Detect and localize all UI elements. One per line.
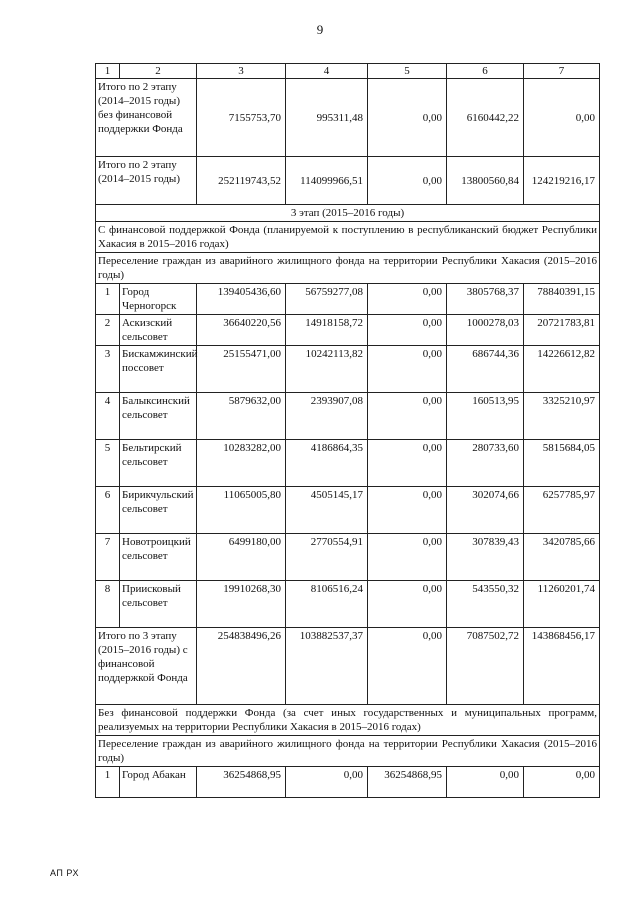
value-cell: 0,00 bbox=[447, 767, 524, 798]
page-number: 9 bbox=[316, 22, 324, 37]
value-cell: 2770554,91 bbox=[286, 534, 368, 581]
value-cell: 543550,32 bbox=[447, 581, 524, 628]
header-row bbox=[96, 64, 600, 79]
value-cell: 13800560,84 bbox=[447, 157, 524, 205]
without-support-title: Без финансовой поддержки Фонда (за счет иных государственных и муниципальных программ, реализуемых на территории Республики Хакасия в 2015–2016 годах) bbox=[96, 705, 600, 736]
value-cell: 10283282,00 bbox=[197, 440, 286, 487]
municipality-name: Новотроицкий сельсовет bbox=[120, 534, 197, 581]
municipality-name: Город Черногорск bbox=[120, 284, 197, 315]
municipality-name: Город Абакан bbox=[120, 767, 197, 798]
table-row bbox=[96, 767, 600, 798]
resettlement-title-2: Переселение граждан из аварийного жилищного фонда на территории Республики Хакасия (2015–2016 годы) bbox=[96, 736, 600, 767]
row-index: 8 bbox=[96, 581, 120, 628]
total-label: Итого по 2 этапу (2014–2015 годы) без финансовой поддержки Фонда bbox=[96, 79, 197, 157]
total-label: Итого по 3 этапу (2015–2016 годы) с финансовой поддержкой Фонда bbox=[96, 628, 197, 705]
value-cell: 36254868,95 bbox=[197, 767, 286, 798]
value-cell: 5815684,05 bbox=[524, 440, 600, 487]
value-cell: 302074,66 bbox=[447, 487, 524, 534]
value-cell: 0,00 bbox=[524, 767, 600, 798]
value-cell: 114099966,51 bbox=[286, 157, 368, 205]
value-cell: 0,00 bbox=[368, 581, 447, 628]
table-row bbox=[96, 534, 600, 581]
value-cell: 56759277,08 bbox=[286, 284, 368, 315]
value-cell: 0,00 bbox=[368, 487, 447, 534]
municipality-name: Бискамжинский поссовет bbox=[120, 346, 197, 393]
value-cell: 3420785,66 bbox=[524, 534, 600, 581]
program-table bbox=[95, 63, 600, 798]
value-cell: 3805768,37 bbox=[447, 284, 524, 315]
value-cell: 4505145,17 bbox=[286, 487, 368, 534]
table-row bbox=[96, 440, 600, 487]
value-cell: 20721783,81 bbox=[524, 315, 600, 346]
section-title-row bbox=[96, 222, 600, 253]
value-cell: 78840391,15 bbox=[524, 284, 600, 315]
value-cell: 19910268,30 bbox=[197, 581, 286, 628]
value-cell: 6257785,97 bbox=[524, 487, 600, 534]
row-index: 1 bbox=[96, 284, 120, 315]
header-cell: 1 bbox=[96, 64, 120, 79]
value-cell: 995311,48 bbox=[286, 79, 368, 157]
value-cell: 14226612,82 bbox=[524, 346, 600, 393]
value-cell: 0,00 bbox=[368, 393, 447, 440]
row-index: 7 bbox=[96, 534, 120, 581]
header-cell: 2 bbox=[120, 64, 197, 79]
total-label: Итого по 2 этапу (2014–2015 годы) bbox=[96, 157, 197, 205]
value-cell: 280733,60 bbox=[447, 440, 524, 487]
value-cell: 103882537,37 bbox=[286, 628, 368, 705]
value-cell: 10242113,82 bbox=[286, 346, 368, 393]
value-cell: 11260201,74 bbox=[524, 581, 600, 628]
value-cell: 36640220,56 bbox=[197, 315, 286, 346]
value-cell: 7155753,70 bbox=[197, 79, 286, 157]
value-cell: 0,00 bbox=[286, 767, 368, 798]
municipality-name: Бирикчульский сельсовет bbox=[120, 487, 197, 534]
value-cell: 0,00 bbox=[368, 534, 447, 581]
table-row bbox=[96, 487, 600, 534]
header-cell: 6 bbox=[447, 64, 524, 79]
value-cell: 14918158,72 bbox=[286, 315, 368, 346]
value-cell: 11065005,80 bbox=[197, 487, 286, 534]
header-cell: 5 bbox=[368, 64, 447, 79]
value-cell: 1000278,03 bbox=[447, 315, 524, 346]
value-cell: 0,00 bbox=[524, 79, 600, 157]
value-cell: 36254868,95 bbox=[368, 767, 447, 798]
stage3-title: 3 этап (2015–2016 годы) bbox=[96, 205, 600, 222]
total-row-stage3 bbox=[96, 628, 600, 705]
value-cell: 143868456,17 bbox=[524, 628, 600, 705]
value-cell: 0,00 bbox=[368, 315, 447, 346]
table-row bbox=[96, 346, 600, 393]
municipality-name: Балыксинский сельсовет bbox=[120, 393, 197, 440]
value-cell: 2393907,08 bbox=[286, 393, 368, 440]
stage3-title-row bbox=[96, 205, 600, 222]
value-cell: 252119743,52 bbox=[197, 157, 286, 205]
value-cell: 6160442,22 bbox=[447, 79, 524, 157]
value-cell: 25155471,00 bbox=[197, 346, 286, 393]
header-cell: 3 bbox=[197, 64, 286, 79]
value-cell: 0,00 bbox=[368, 79, 447, 157]
value-cell: 0,00 bbox=[368, 284, 447, 315]
section-title-row bbox=[96, 736, 600, 767]
section-title-row bbox=[96, 253, 600, 284]
footer-mark: АП РХ bbox=[50, 868, 79, 878]
row-index: 3 bbox=[96, 346, 120, 393]
value-cell: 124219216,17 bbox=[524, 157, 600, 205]
value-cell: 0,00 bbox=[368, 628, 447, 705]
municipality-name: Бельтирский сельсовет bbox=[120, 440, 197, 487]
row-index: 2 bbox=[96, 315, 120, 346]
value-cell: 139405436,60 bbox=[197, 284, 286, 315]
header-cell: 4 bbox=[286, 64, 368, 79]
value-cell: 6499180,00 bbox=[197, 534, 286, 581]
total-row-stage2-without-support bbox=[96, 79, 600, 157]
row-index: 5 bbox=[96, 440, 120, 487]
value-cell: 0,00 bbox=[368, 346, 447, 393]
value-cell: 0,00 bbox=[368, 440, 447, 487]
resettlement-title: Переселение граждан из аварийного жилищного фонда на территории Республики Хакасия (2015–2016 годы) bbox=[96, 253, 600, 284]
value-cell: 0,00 bbox=[368, 157, 447, 205]
value-cell: 160513,95 bbox=[447, 393, 524, 440]
value-cell: 4186864,35 bbox=[286, 440, 368, 487]
table-row bbox=[96, 393, 600, 440]
value-cell: 307839,43 bbox=[447, 534, 524, 581]
row-index: 4 bbox=[96, 393, 120, 440]
municipality-name: Приисковый сельсовет bbox=[120, 581, 197, 628]
row-index: 1 bbox=[96, 767, 120, 798]
value-cell: 7087502,72 bbox=[447, 628, 524, 705]
value-cell: 686744,36 bbox=[447, 346, 524, 393]
section-title-row bbox=[96, 705, 600, 736]
value-cell: 5879632,00 bbox=[197, 393, 286, 440]
total-row-stage2 bbox=[96, 157, 600, 205]
table-row bbox=[96, 315, 600, 346]
municipality-name: Аскизский сельсовет bbox=[120, 315, 197, 346]
table-row bbox=[96, 284, 600, 315]
value-cell: 8106516,24 bbox=[286, 581, 368, 628]
value-cell: 3325210,97 bbox=[524, 393, 600, 440]
with-support-title: С финансовой поддержкой Фонда (планируемой к поступлению в республиканский бюджет Республики Хакасия в 2015–2016 годах) bbox=[96, 222, 600, 253]
table-row bbox=[96, 581, 600, 628]
header-cell: 7 bbox=[524, 64, 600, 79]
value-cell: 254838496,26 bbox=[197, 628, 286, 705]
row-index: 6 bbox=[96, 487, 120, 534]
